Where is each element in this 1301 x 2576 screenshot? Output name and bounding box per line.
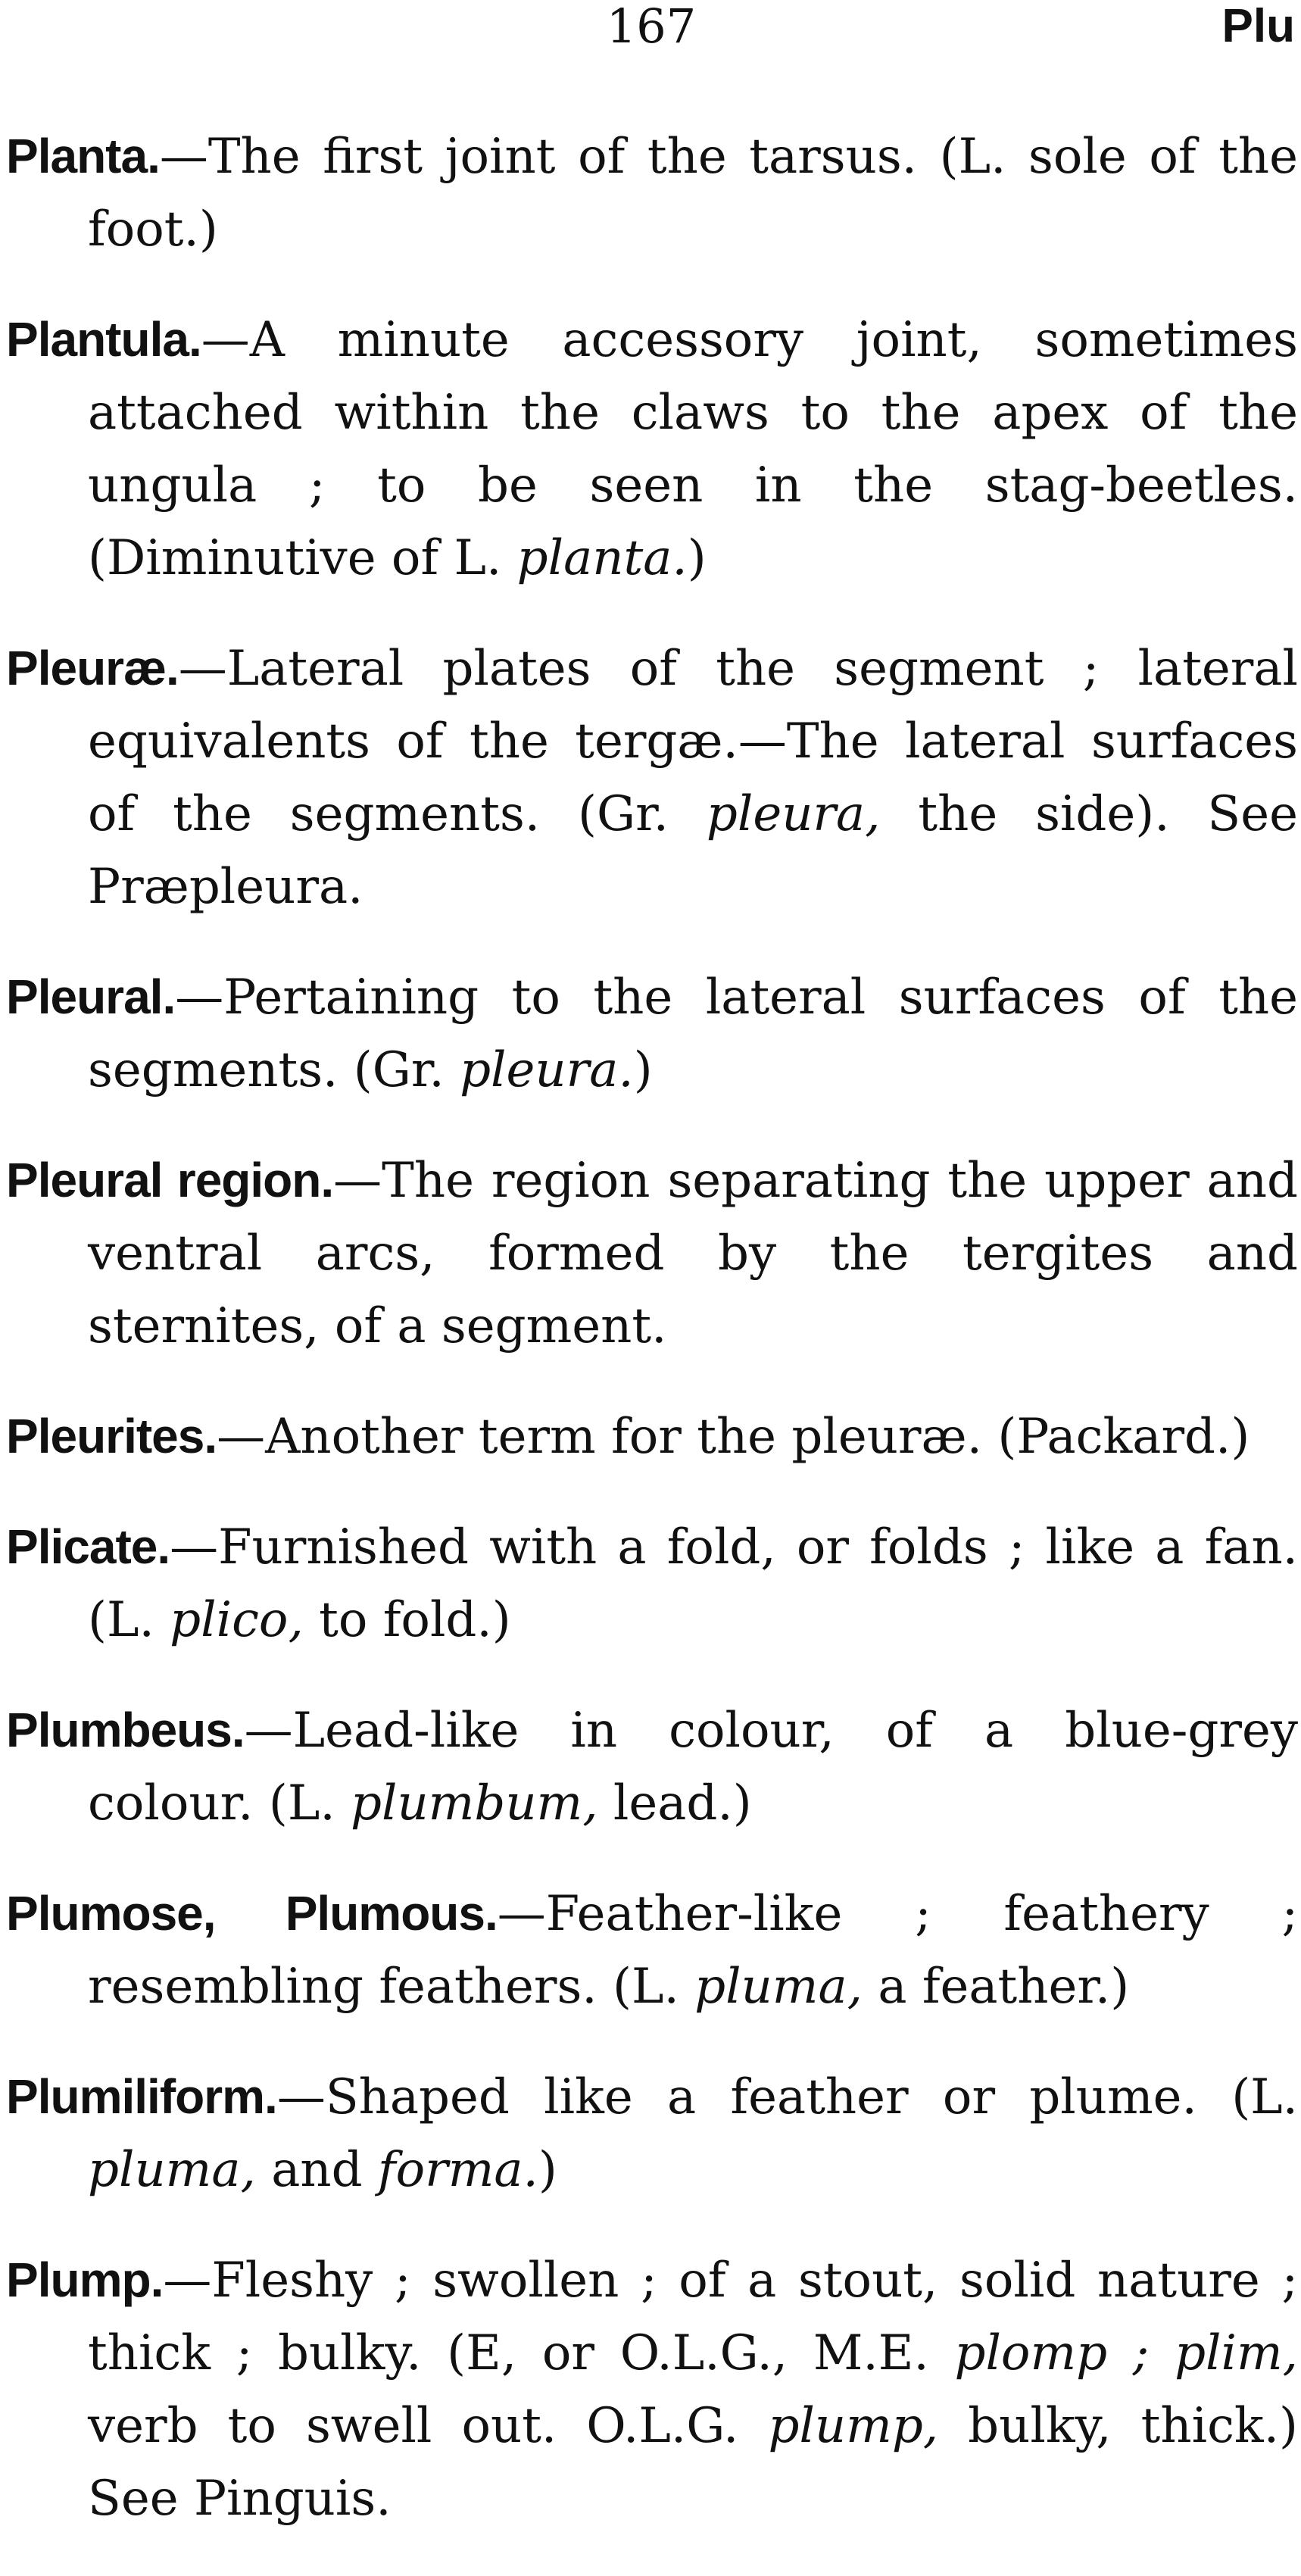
definition-text: —The first joint of the tarsus. (L. sole of the foot.) — [88, 129, 1298, 258]
headword: Plumose, Plumous. — [6, 1886, 498, 1941]
etymology-term: plomp ; plim, — [954, 2325, 1299, 2381]
definition-text: bulky, thick.) See Pinguis. — [88, 2398, 1299, 2527]
entry-pleurae — [6, 632, 1298, 923]
definition-text: —A minute accessory joint, sometimes attached within the claws to the apex of the ungula ; to be seen in the stag-beetles. (Diminutive of L. — [88, 312, 1298, 586]
running-head: Plu — [1221, 0, 1295, 52]
entry-plumose-plumous — [6, 1877, 1298, 2023]
etymology-term: pluma, — [694, 1959, 863, 2015]
definition-text: the side). See Præpleura. — [88, 786, 1299, 915]
etymology-term: plumbum, — [351, 1775, 598, 1831]
definition-text: lead.) — [597, 1775, 752, 1831]
definition-text: ) — [687, 530, 707, 586]
definition-text: —Pertaining to the lateral surfaces of the segments. (Gr. — [88, 970, 1298, 1098]
headword: Pleural. — [6, 970, 176, 1024]
definition-text: —Another term for the pleuræ. (Packard.) — [217, 1409, 1250, 1465]
headword: Plumbeus. — [6, 1703, 245, 1757]
definition-text: to fold.) — [303, 1592, 511, 1648]
etymology-term: pleura. — [460, 1042, 634, 1098]
definition-text: a feather.) — [862, 1959, 1130, 2015]
headword: Plumiliform. — [6, 2069, 277, 2124]
etymology-term: planta. — [516, 530, 688, 586]
entry-pleural — [6, 960, 1298, 1107]
headword: Pleuræ. — [6, 641, 179, 695]
page-number: 167 — [606, 0, 697, 54]
etymology-term: plump, — [768, 2398, 939, 2454]
headword: Plicate. — [6, 1519, 170, 1574]
entry-pleural-region — [6, 1144, 1298, 1363]
headword: Planta. — [6, 129, 160, 183]
definition-text: —Lead-like in colour, of a blue-grey colour. (L. — [88, 1703, 1298, 1831]
headword: Pleurites. — [6, 1409, 217, 1463]
definition-text: —The region separating the upper and ventral arcs, formed by the tergites and sternites, of a segment. — [88, 1153, 1299, 1354]
definition-text: —Feather-like ; feathery ; resembling feathers. (L. — [88, 1886, 1299, 2015]
etymology-term: plico, — [170, 1592, 304, 1648]
entry-pleurites — [6, 1400, 1298, 1473]
entry-list — [6, 120, 1298, 2572]
definition-text: —Lateral plates of the segment ; lateral equivalents of the tergæ.—The lateral surfaces of the segments. (Gr. — [88, 641, 1298, 842]
definition-text: verb to swell out. O.L.G. — [88, 2398, 769, 2454]
entry-plumiliform — [6, 2060, 1298, 2206]
entry-plumbeus — [6, 1694, 1298, 1840]
definition-text: —Fleshy ; swollen ; of a stout, solid nature ; thick ; bulky. (E, or O.L.G., M.E. — [88, 2253, 1298, 2381]
definition-text: ) — [538, 2142, 557, 2198]
entry-plump — [6, 2243, 1298, 2535]
definition-text: —Shaped like a feather or plume. (L. — [276, 2069, 1298, 2125]
headword: Pleural region. — [6, 1153, 334, 1207]
headword: Plantula. — [6, 312, 201, 367]
definition-text: and — [255, 2142, 378, 2198]
etymology-term: forma. — [377, 2142, 538, 2198]
entry-plantula — [6, 303, 1298, 595]
entry-planta — [6, 120, 1298, 266]
entry-plicate — [6, 1510, 1298, 1656]
etymology-term: pleura, — [706, 786, 881, 842]
headword: Plump. — [6, 2253, 164, 2307]
definition-text: —Furnished with a fold, or folds ; like a fan. (L. — [88, 1519, 1298, 1648]
etymology-term: pluma, — [88, 2142, 256, 2198]
definition-text: ) — [633, 1042, 653, 1098]
